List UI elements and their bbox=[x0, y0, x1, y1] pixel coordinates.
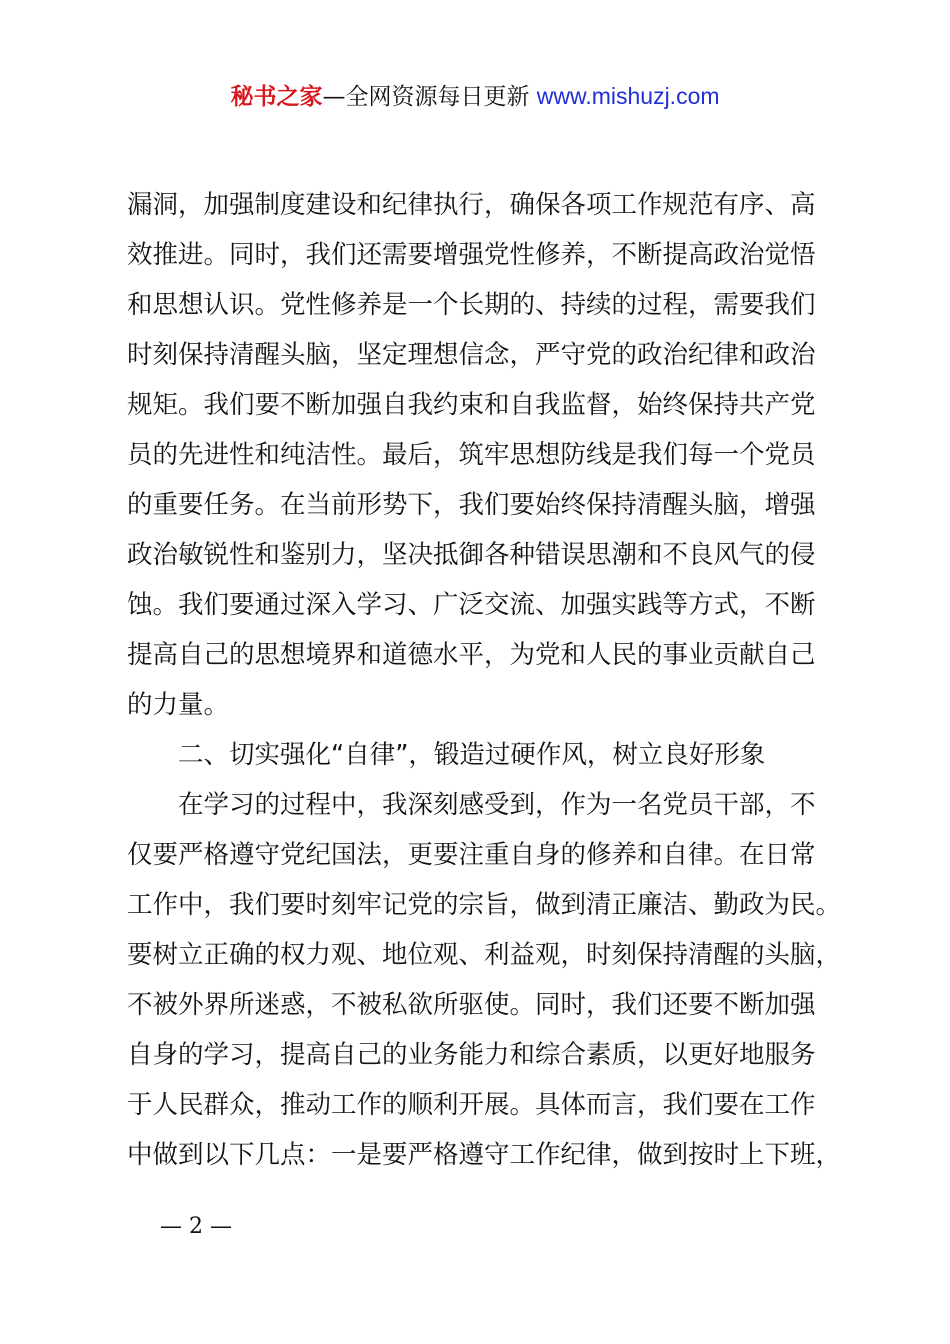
paragraph-line: 不被外界所迷惑，不被私欲所驱使。同时，我们还要不断加强 bbox=[127, 990, 816, 1020]
paragraph-line: 和思想认识。党性修养是一个长期的、持续的过程，需要我们 bbox=[127, 290, 816, 320]
paragraph-line: 自身的学习，提高自己的业务能力和综合素质，以更好地服务 bbox=[127, 1040, 816, 1070]
paragraph-line: 规矩。我们要不断加强自我约束和自我监督，始终保持共产党 bbox=[127, 390, 816, 420]
site-brand: 秘书之家 bbox=[230, 84, 323, 110]
paragraph-line: 的重要任务。在当前形势下，我们要始终保持清醒头脑，增强 bbox=[127, 490, 816, 520]
paragraph-line: 效推进。同时，我们还需要增强党性修养，不断提高政治觉悟 bbox=[127, 240, 816, 270]
paragraph-line: 员的先进性和纯洁性。最后，筑牢思想防线是我们每一个党员 bbox=[127, 440, 816, 470]
paragraph-line: 的力量。 bbox=[127, 690, 230, 720]
paragraph-line: 于人民群众，推动工作的顺利开展。具体而言，我们要在工作 bbox=[127, 1090, 816, 1120]
paragraph-line: 提高自己的思想境界和道德水平，为党和人民的事业贡献自己 bbox=[127, 640, 816, 670]
section-heading: 二、切实强化“自律”，锻造过硬作风，树立良好形象 bbox=[178, 740, 766, 770]
site-tagline: —全网资源每日更新 bbox=[322, 84, 537, 110]
paragraph-line: 仅要严格遵守党纪国法，更要注重自身的修养和自律。在日常 bbox=[127, 840, 816, 870]
paragraph-line: 蚀。我们要通过深入学习、广泛交流、加强实践等方式，不断 bbox=[127, 590, 816, 620]
paragraph-line: 在学习的过程中，我深刻感受到，作为一名党员干部，不 bbox=[178, 790, 816, 820]
site-url-link[interactable]: www.mishuzj.com bbox=[536, 83, 720, 109]
paragraph-line: 时刻保持清醒头脑，坚定理想信念，严守党的政治纪律和政治 bbox=[127, 340, 816, 370]
paragraph-line: 政治敏锐性和鉴别力，坚决抵御各种错误思潮和不良风气的侵 bbox=[127, 540, 816, 570]
site-header bbox=[0, 80, 950, 113]
page-number: — 2 — bbox=[160, 1214, 232, 1239]
paragraph-line: 漏洞，加强制度建设和纪律执行，确保各项工作规范有序、高 bbox=[127, 190, 816, 220]
paragraph-line: 中做到以下几点：一是要严格遵守工作纪律，做到按时上下班， bbox=[127, 1140, 842, 1170]
document-body bbox=[127, 180, 842, 1180]
paragraph-line: 要树立正确的权力观、地位观、利益观，时刻保持清醒的头脑， bbox=[127, 940, 842, 970]
paragraph-line: 工作中，我们要时刻牢记党的宗旨，做到清正廉洁、勤政为民。 bbox=[127, 890, 842, 920]
